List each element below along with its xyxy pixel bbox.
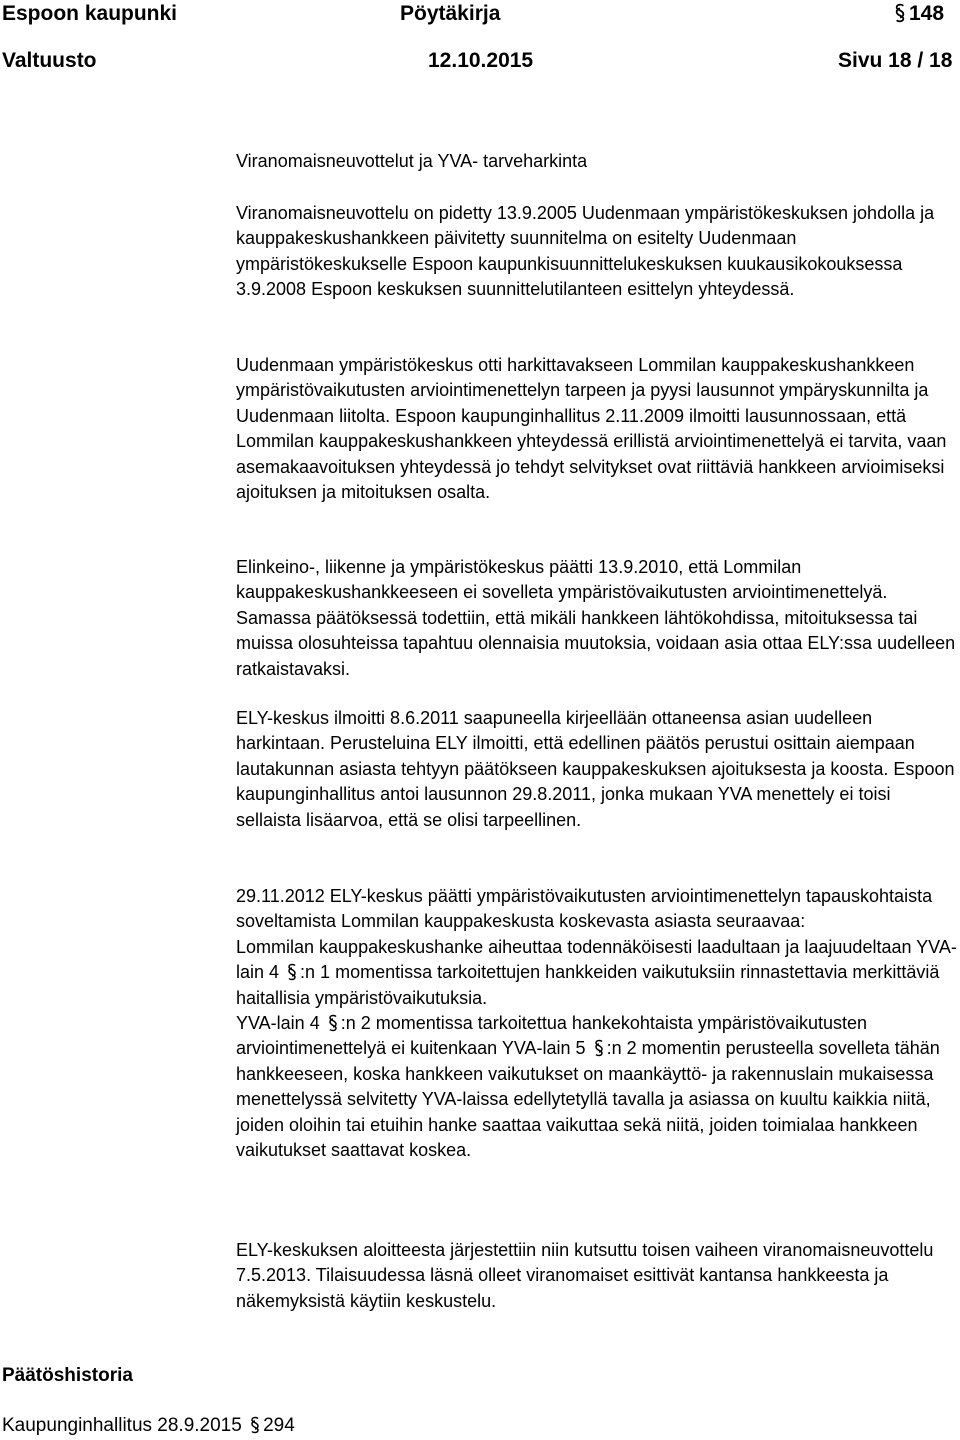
final-paragraph: [236, 1238, 958, 1314]
decision-lead: 29.11.2012 ELY-keskus päätti ympäristövaikutusten arviointimenettelyn tapauskohtaista soveltamista Lommilan kauppakeskusta koskevasta asiasta seuraavaa:: [236, 886, 933, 932]
paragraph-3: [236, 555, 958, 682]
meeting-date: 12.10.2015: [428, 49, 534, 72]
history-title: Päätöshistoria: [2, 1365, 133, 1386]
paragraph-text: Viranomaisneuvottelu on pidetty 13.9.2005 Uudenmaan ympäristökeskuksen johdolla ja kauppakeskushankkeen päivitetty suunnitelma on esitelty Uudenmaan ympäristökeskukselle Espoon kaupunkisuunnittelukeskuksen kuukausikokouksessa 3.9.2008 Espoon keskuksen suunnittelutilanteen esittelyn yhteydessä.: [236, 203, 935, 300]
decision-line-2: YVA-lain 4 :n 2 momentissa tarkoitettua hankekohtaista ympäristövaikutusten arviointimenettelyä ei kuitenkaan YVA-lain 5 :n 2 momentin perusteella sovelleta tähän hankkeeseen, koska hankkeen vaikutukset on maankäyttö- ja rakennuslain mukaisessa menettelyssä selvitetty YVA-laissa edellytetyllä tavalla ja asiassa on kuultu kaikkia niitä, joiden oloihin tai etuihin hanke saattaa vaikuttaa sekä niitä, joiden toimialaa hankkeen vaikutukset saattavat koskea.: [236, 1013, 940, 1161]
doc-type: Pöytäkirja: [400, 2, 501, 25]
paragraph-1: [236, 201, 958, 303]
section-sign-icon: [593, 1039, 605, 1057]
decision-line-1: Lommilan kauppakeskushanke aiheuttaa todennäköisesti laadultaan ja laajuudeltaan YVA-lain 4 :n 1 momentissa tarkoitettujen hankkeiden vaikutuksiin rinnastettavia merkittäviä haitallisia ympäristövaikutuksia.: [236, 936, 957, 1008]
section-title: Viranomaisneuvottelut ja YVA- tarveharkinta: [236, 151, 588, 171]
page-indicator: Sivu 18 / 18: [838, 49, 953, 72]
paragraph-2: [236, 353, 958, 505]
paragraph-text: Uudenmaan ympäristökeskus otti harkittavakseen Lommilan kauppakeskushankkeen ympäristövaikutusten arviointimenettelyn tarpeen ja pyysi lausunnot ympäryskunnilta ja Uudenmaan liitolta. Espoon kaupunginhallitus 2.11.2009 ilmoitti lausunnossaan, että Lommilan kauppakeskushankkeen yhteydessä erillistä arviointimenettelyä ei tarvita, vaan asemakaavoituksen yhteydessä jo tehdyt selvitykset ovat riittäviä hankkeen arvioimiseksi ajoituksen ja mitoituksen osalta.: [236, 355, 947, 503]
section-sign-icon: [893, 3, 907, 23]
decision-block: [236, 884, 958, 1163]
header-number: 148: [909, 2, 945, 25]
paragraph-text: ELY-keskuksen aloitteesta järjestettiin niin kutsuttu toisen vaiheen viranomaisneuvottelu 7.5.2013. Tilaisuudessa läsnä olleet viranomaiset esittivät kantansa hankkeesta ja näkemyksistä käytiin keskustelu.: [236, 1240, 934, 1311]
history-item-label: Kaupunginhallitus 28.9.2015: [2, 1415, 242, 1436]
header-number-group: [891, 2, 944, 26]
paragraph-text: Elinkeino-, liikenne ja ympäristökeskus päätti 13.9.2010, että Lommilan kauppakeskushankkeeseen ei sovelleta ympäristövaikutusten arviointimenettelyä. Samassa päätöksessä todettiin, että mikäli hankkeen lähtökohdissa, mitoituksessa tai muissa olosuhteissa tapahtuu olennaisia muutoksia, voidaan asia ottaa ELY:ssa uudelleen ratkaistavaksi.: [236, 557, 956, 679]
section-sign-icon: [249, 1416, 261, 1434]
org-name: Espoon kaupunki: [2, 2, 178, 25]
section-sign-icon: [327, 1014, 339, 1032]
section-sign-icon: [286, 963, 298, 981]
paragraph-4: [236, 706, 958, 833]
body-name: Valtuusto: [2, 49, 97, 72]
history-item[interactable]: [2, 1413, 295, 1439]
history-item-number: 294: [263, 1415, 295, 1436]
paragraph-text: ELY-keskus ilmoitti 8.6.2011 saapuneella kirjeellään ottaneensa asian uudelleen harkintaan. Perusteluina ELY ilmoitti, että edellinen päätös perustui osittain aiempaan lautakunnan asiasta tehtyyn päätökseen kauppakeskuksen ajoituksesta ja koosta. Espoon kaupunginhallitus antoi lausunnon 29.8.2011, jonka mukaan YVA menettely ei toisi sellaista lisäarvoa, että se olisi tarpeellinen.: [236, 708, 955, 830]
